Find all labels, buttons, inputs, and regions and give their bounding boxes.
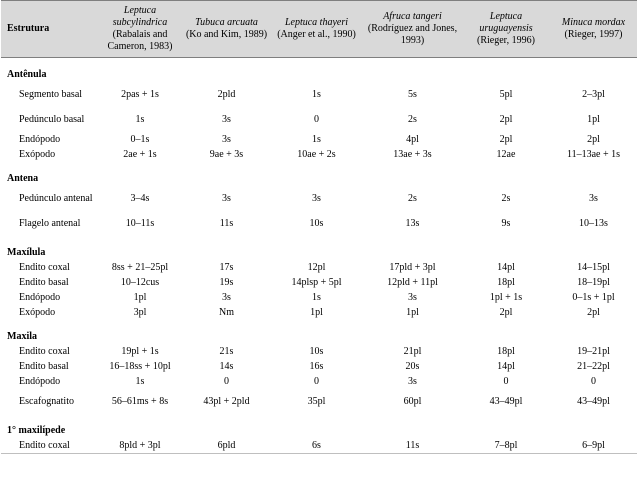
cell: 10–12cus bbox=[120, 277, 160, 288]
cell: 2s bbox=[408, 114, 417, 125]
cell: 1pl bbox=[406, 307, 419, 318]
cell: 3s bbox=[222, 193, 231, 204]
cell: 43–49pl bbox=[577, 396, 610, 407]
cell: 1s bbox=[312, 89, 321, 100]
cell: 14plsp + 5pl bbox=[291, 277, 342, 288]
cell: 3s bbox=[589, 193, 598, 204]
header-species bbox=[183, 1, 270, 58]
cell: 2pl bbox=[587, 134, 600, 145]
table-row bbox=[1, 107, 637, 132]
table-row bbox=[1, 275, 637, 290]
cell: 19pl + 1s bbox=[121, 346, 159, 357]
cell: 0 bbox=[314, 114, 319, 125]
section-title: Antênula bbox=[7, 69, 47, 80]
cell: 2pas + 1s bbox=[121, 89, 159, 100]
row-label: Flagelo antenal bbox=[19, 218, 81, 229]
row-label: Pedúnculo basal bbox=[19, 114, 85, 125]
species-author: (Anger et al., 1990) bbox=[277, 29, 356, 40]
cell: 2s bbox=[501, 193, 511, 204]
cell: 2ae + 1s bbox=[123, 149, 157, 160]
header-structure: Estrutura bbox=[1, 1, 97, 58]
species-name: Tubuca arcuata bbox=[195, 17, 258, 28]
cell: 21–22pl bbox=[577, 361, 610, 372]
cell: 19–21pl bbox=[577, 346, 610, 357]
cell: 3s bbox=[222, 292, 231, 303]
cell: 21s bbox=[219, 346, 234, 357]
species-author: (Rieger, 1997) bbox=[564, 29, 623, 40]
table-row bbox=[1, 305, 637, 320]
species-name: Leptuca subcylindrica bbox=[112, 5, 168, 28]
header-species bbox=[462, 1, 550, 58]
cell: 12ae bbox=[496, 149, 516, 160]
cell: 21pl bbox=[403, 346, 422, 357]
cell: 1pl + 1s bbox=[489, 292, 523, 303]
species-name: Leptuca thayeri bbox=[284, 17, 349, 28]
cell: 35pl bbox=[307, 396, 326, 407]
cell: 3s bbox=[408, 376, 417, 387]
cell: 10ae + 2s bbox=[297, 149, 336, 160]
cell: 10s bbox=[309, 218, 324, 229]
cell: 2pl bbox=[587, 307, 600, 318]
cell: 43pl + 2pld bbox=[203, 396, 250, 407]
row-label: Endópodo bbox=[19, 292, 61, 303]
table-row bbox=[1, 211, 637, 236]
cell: 2pld bbox=[217, 89, 236, 100]
cell: 0 bbox=[503, 376, 509, 387]
section-header bbox=[1, 329, 637, 344]
table-row bbox=[1, 132, 637, 147]
species-author: (Rabalais and Cameron, 1983) bbox=[107, 29, 173, 52]
section-title: Antena bbox=[7, 173, 39, 184]
species-name: Afruca tangeri bbox=[383, 11, 442, 22]
cell: 43–49pl bbox=[489, 396, 523, 407]
cell: 13s bbox=[405, 218, 420, 229]
cell: 13ae + 3s bbox=[393, 149, 432, 160]
cell: 3s bbox=[222, 114, 231, 125]
row-label: Endito coxal bbox=[19, 262, 70, 273]
cell: 12pld + 11pl bbox=[387, 277, 438, 288]
cell: 0–1s bbox=[130, 134, 150, 145]
species-author: (Rieger, 1996) bbox=[477, 35, 535, 46]
header-species bbox=[550, 1, 637, 58]
section-header bbox=[1, 171, 637, 186]
cell: 0 bbox=[314, 376, 319, 387]
table-row bbox=[1, 186, 637, 211]
cell: 14s bbox=[219, 361, 234, 372]
cell: 9ae + 3s bbox=[209, 149, 244, 160]
section-title: Maxílula bbox=[7, 247, 46, 258]
cell: 6pld bbox=[183, 438, 270, 454]
cell: 3s bbox=[222, 134, 231, 145]
cell: Nm bbox=[219, 307, 234, 318]
cell: 14pl bbox=[497, 361, 515, 372]
cell: 1s bbox=[135, 376, 145, 387]
section-title: Maxila bbox=[7, 331, 37, 342]
cell: 5pl bbox=[499, 89, 513, 100]
cell: 6–9pl bbox=[550, 438, 637, 454]
table-row bbox=[1, 344, 637, 359]
row-label: Exópodo bbox=[19, 307, 56, 318]
table-row bbox=[1, 290, 637, 305]
cell: 9s bbox=[501, 218, 511, 229]
cell: 2pl bbox=[499, 114, 513, 125]
row-label: Endito basal bbox=[19, 361, 69, 372]
cell: 14pl bbox=[497, 262, 515, 273]
morphology-table bbox=[1, 0, 637, 454]
cell: 8pld + 3pl bbox=[97, 438, 183, 454]
cell: 17s bbox=[219, 262, 234, 273]
cell: 1pl bbox=[587, 114, 600, 125]
cell: 19s bbox=[219, 277, 234, 288]
header-species bbox=[97, 1, 183, 58]
cell: 3–4s bbox=[130, 193, 150, 204]
cell: 2s bbox=[408, 193, 417, 204]
row-label: Endópodo bbox=[19, 134, 61, 145]
cell: 4pl bbox=[406, 134, 419, 145]
row-label: Escafognatito bbox=[19, 396, 74, 407]
cell: 18pl bbox=[497, 346, 515, 357]
table-row bbox=[1, 389, 637, 414]
cell: 2pl bbox=[499, 134, 513, 145]
cell: 18–19pl bbox=[577, 277, 610, 288]
table-row bbox=[1, 438, 637, 454]
table-row bbox=[1, 359, 637, 374]
cell: 11s bbox=[219, 218, 234, 229]
cell: 5s bbox=[408, 89, 417, 100]
header-row bbox=[1, 1, 637, 58]
table-row bbox=[1, 374, 637, 389]
cell: 3s bbox=[312, 193, 321, 204]
cell: 16s bbox=[309, 361, 324, 372]
species-author: (Ko and Kim, 1989) bbox=[185, 29, 268, 40]
table-row bbox=[1, 82, 637, 107]
cell: 20s bbox=[405, 361, 420, 372]
cell: 8ss + 21–25pl bbox=[111, 262, 169, 273]
cell: 10s bbox=[309, 346, 324, 357]
species-name: Leptuca uruguayensis bbox=[479, 11, 533, 34]
table-row bbox=[1, 260, 637, 275]
header-species bbox=[270, 1, 363, 58]
section-header bbox=[1, 67, 637, 82]
row-label: Endito basal bbox=[19, 277, 69, 288]
table-row bbox=[1, 147, 637, 162]
cell: 10–11s bbox=[125, 218, 155, 229]
row-label: Endito coxal bbox=[1, 438, 97, 454]
cell: 16–18ss + 10pl bbox=[109, 361, 171, 372]
cell: 1s bbox=[312, 292, 321, 303]
cell: 3s bbox=[408, 292, 417, 303]
cell: 11s bbox=[363, 438, 462, 454]
row-label: Pedúnculo antenal bbox=[19, 193, 93, 204]
species-author: (Rodríguez and Jones, 1993) bbox=[367, 23, 458, 46]
cell: 56–61ms + 8s bbox=[111, 396, 169, 407]
cell: 12pl bbox=[307, 262, 326, 273]
cell: 2–3pl bbox=[582, 89, 605, 100]
cell: 1pl bbox=[133, 292, 147, 303]
cell: 0–1s + 1pl bbox=[572, 292, 615, 303]
section-header bbox=[1, 423, 637, 438]
cell: 17pld + 3pl bbox=[389, 262, 436, 273]
cell: 11–13ae + 1s bbox=[566, 149, 621, 160]
cell: 1pl bbox=[310, 307, 323, 318]
header-species bbox=[363, 1, 462, 58]
row-label: Endópodo bbox=[19, 376, 61, 387]
row-label: Endito coxal bbox=[19, 346, 70, 357]
cell: 0 bbox=[224, 376, 229, 387]
row-label: Exópodo bbox=[19, 149, 56, 160]
cell: 1s bbox=[135, 114, 145, 125]
cell: 7–8pl bbox=[462, 438, 550, 454]
cell: 2pl bbox=[499, 307, 513, 318]
cell: 14–15pl bbox=[577, 262, 610, 273]
section-title: 1° maxilípede bbox=[7, 425, 66, 436]
species-name: Minuca mordax bbox=[561, 17, 626, 28]
cell: 3pl bbox=[133, 307, 147, 318]
section-header bbox=[1, 245, 637, 260]
cell: 18pl bbox=[497, 277, 515, 288]
cell: 60pl bbox=[403, 396, 422, 407]
cell: 1s bbox=[312, 134, 321, 145]
cell: 10–13s bbox=[579, 218, 608, 229]
cell: 6s bbox=[270, 438, 363, 454]
cell: 0 bbox=[591, 376, 596, 387]
row-label: Segmento basal bbox=[19, 89, 83, 100]
